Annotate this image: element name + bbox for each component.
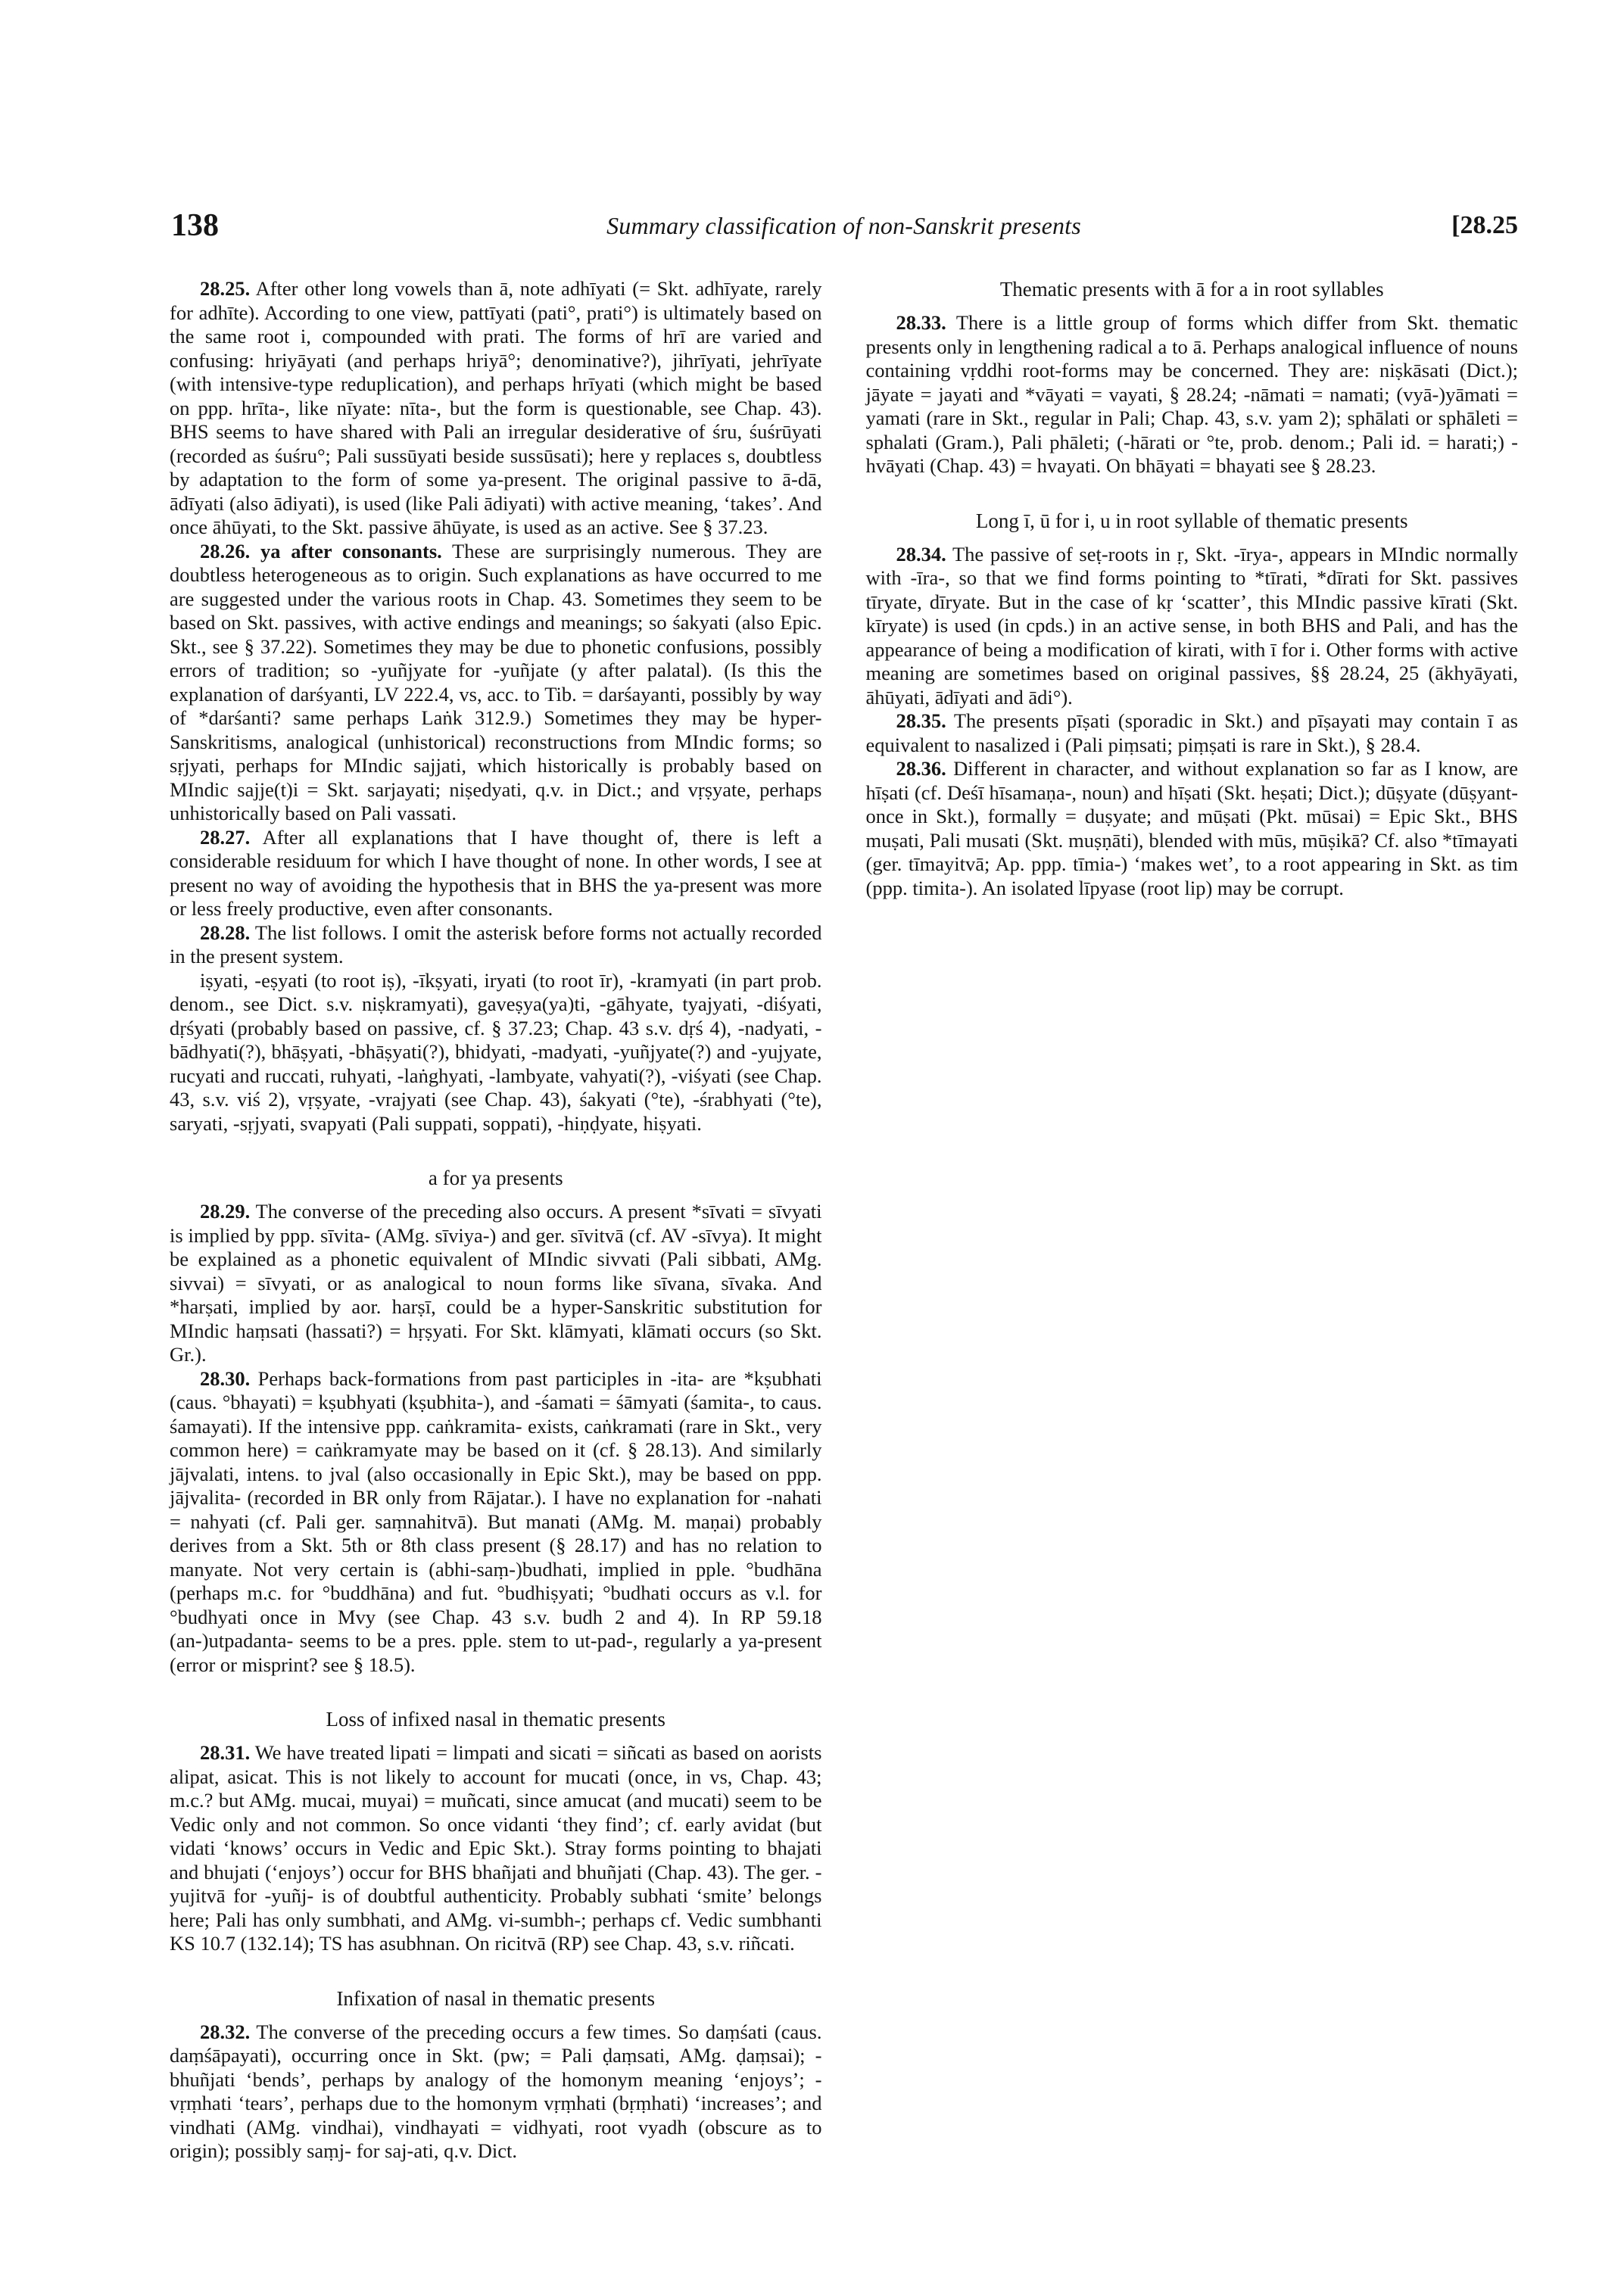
paragraph-number: 28.32.: [200, 2020, 251, 2043]
section-heading: Thematic presents with ā for a in root syllables: [999, 278, 1384, 301]
paragraph: [170, 1367, 822, 1678]
paragraph-text: There is a little group of forms which differ from Skt. thematic presents only in lengthening radical a to ā. Perhaps analogical influence of nouns containing vṛddhi root-forms may be concerned. They are: niṣkāsati (Dict.); jāyate = jayati and *vāyati = vayati, § 28.24; -nāmati = namati; (vyā-)yāmati = yamati (rare in Skt., regular in Pali; Chap. 43, s.v. yam 2); sphālati or sphāleti = sphalati (Gram.), Pali phāleti; (-hārati or °te, prob. denom.; Pali id. = harati;) -hvāyati (Chap. 43) = hvayati. On bhāyati = bhayati see § 28.23.: [865, 311, 1518, 477]
page-number: 138: [171, 208, 219, 243]
paragraph-text: We have treated lipati = limpati and sicati = siñcati as based on aorists alipat, asicat. This is not likely to account for mucati (once, in vs, Chap. 43; m.c.? but AMg. mucai, muyai) = muñcati, since amucat (and mucati) seem to be Vedic only and not common. So once vidanti ‘they find’; cf. early avidat (but vidati ‘knows’ occurs in Vedic and Epic Skt.). Stray forms pointing to bhajati and bhujati (‘enjoys’) occur for BHS bhañjati and bhuñjati (Chap. 43). The ger. -yujitvā for -yuñj- is of doubtful authenticity. Probably subhati ‘smite’ belongs here; Pali has only sumbhati, and AMg. vi-sumbh-; perhaps cf. Vedic sumbhanti KS 10.7 (132.14); TS has asubhnan. On ricitvā (RP) see Chap. 43, s.v. riñcati.: [170, 1741, 822, 1955]
section-heading: a for ya presents: [428, 1167, 563, 1189]
paragraph: [866, 311, 1519, 478]
paragraph-number: 28.29.: [200, 1200, 251, 1223]
paragraph-text: After all explanations that I have thought of, there is left a considerable residuum for which I have thought of none. In other words, I see at present no way of avoiding the hypothesis that in BHS the ya-present was more or less freely productive, even after consonants.: [170, 825, 822, 920]
section-heading: Loss of infixed nasal in thematic presents: [326, 1708, 665, 1731]
paragraph-text: These are surprisingly numerous. They are doubtless heterogeneous as to origin. Such explanations as have occurred to me are suggested under the various roots in Chap. 43. Sometimes they seem to be based on Skt. passives, with active endings and meanings; so śakyati (also Epic. Skt., see § 37.22). Sometimes they may be due to phonetic confusions, possibly errors of tradition; so -yuñjyate for -yuñjate (y after palatal). (Is this the explanation of darśyanti, LV 222.4, vs, acc. to Tib. = darśayanti, possibly by way of *darśanti? same perhaps Laṅk 312.9.) Sometimes they may be hyper-Sanskritisms, analogical (unhistorical) reconstructions from MIndic forms; so sṛjyati, perhaps for MIndic sajjati, which historically is probably based on MIndic sajje(t)i = Skt. sarjayati; niṣedyati, q.v. in Dict.; and vṛṣyate, perhaps unhistorically based on Pali vassati.: [170, 539, 822, 824]
paragraph-number: 28.34.: [896, 542, 946, 565]
paragraph-text: The passive of seṭ-roots in ṛ, Skt. -īrya-, appears in MIndic normally with -īra-, so that we find forms pointing to *tīrati, *dīrati for Skt. passives tīryate, dīryate. But in the case of kṛ ‘scatter’, this MIndic passive kīrati (Skt. kīryate) is used (in cpds.) in an active sense, in both BHS and Pali, and has the appearance of being a modification of kirati, with ī for i. Other forms with active meaning are sometimes based on original passives, §§ 28.24, 25 (ākhyāyati, āhūyati, ādīyati and ādi°).: [865, 542, 1518, 709]
paragraph-number: 28.25.: [200, 277, 251, 300]
paragraph-number: 28.28.: [200, 921, 251, 944]
running-head: [170, 209, 1518, 251]
paragraph: [866, 709, 1519, 757]
paragraph-text: Perhaps back-formations from past participles in -ita- are *kṣubhati (caus. °bhayati) = kṣubhyati (kṣubhita-), and -śamati = śāmyati (śamita-, to caus. śamayati). If the intensive ppp. caṅkramita- exists, caṅkramati (rare in Skt., very common here) = caṅkramyate may be based on it (cf. § 28.13). And similarly jājvalati, intens. to jval (also occasionally in Epic Skt.), may be based on ppp. jājvalita- (recorded in BR only from Rājatar.). I have no explanation for -nahati = nahyati (cf. Pali ger. saṃnahitvā). But manati (AMg. M. maṇai) probably derives from a Skt. 5th or 8th class present (§ 28.17) and has no relation to manyate. Not very certain is (abhi-saṃ-)budhati, implied in pple. °budhāna (perhaps m.c. for °buddhāna) and fut. °budhiṣyati; °budhati occurs as v.l. for °budhyati once in Mvy (see Chap. 43 s.v. budh 2 and 4). In RP 59.18 (an-)utpadanta- seems to be a pres. pple. stem to ut-pad-, regularly a ya-present (error or misprint? see § 18.5).: [170, 1366, 822, 1676]
paragraph-text: Different in character, and without explanation so far as I know, are hīṣati (cf. Deśī hīsamaṇa-, noun) and hīṣati (Skt. heṣati; Dict.); dūṣyate (dūṣyant- once in Skt.), formally = duṣyate; and mūṣati (Pkt. mūsai) = Epic Skt., BHS muṣati, Pali musati (Skt. muṣṇāti), blended with mūs, mūṣikā? Cf. also *tīmayati (ger. tīmayitvā; Ap. ppp. tīmia-) ‘makes wet’, to a root appearing in Skt. as tim (ppp. timita-). An isolated līpyase (root lip) may be corrupt.: [865, 757, 1518, 899]
paragraph-text: The converse of the preceding occurs a few times. So daṃśati (caus. daṃśāpayati), occurring once in Skt. (pw; = Pali ḍaṃsati, AMg. ḍaṃsai); -bhuñjati ‘bends’, perhaps by analogy of the homonym meaning ‘enjoys’; -vṛṃhati ‘tears’, perhaps due to the homonym vṛṃhati (bṛṃhati) ‘increases’; and vindhati (AMg. vindhai), vindhayati = vidhyati, root vyadh (obscure as to origin); possibly saṃj- for saj-ati, q.v. Dict.: [170, 2020, 822, 2162]
paragraph-number: 28.35.: [896, 709, 946, 732]
paragraph-text: After other long vowels than ā, note adhīyati (= Skt. adhīyate, rarely for adhīte). According to one view, pattīyati (pati°, prati°) is ultimately based on the same root i, compounded with prati. The forms of hrī are varied and confusing: hriyāyati (and perhaps hriyā°; denominative?), jihrīyati, jehrīyate (with intensive-type reduplication), and perhaps hrīyati (which might be based on ppp. hrīta-, like nīyate: nīta-, but the form is questionable, see Chap. 43). BHS seems to have shared with Pali an irregular desiderative of śru, śuśrūyati (recorded as śuśru°; Pali sussūyati beside sussūsati); here y replaces s, doubtless by adaptation to the form of some ya-present. The original passive to ā-dā, ādīyati (also ādiyati), is used (like Pali ādiyati) with active meaning, ‘takes’. And once āhūyati, to the Skt. passive āhūyate, is used as an active. See § 37.23.: [170, 277, 822, 538]
paragraph-text: iṣyati, -eṣyati (to root iṣ), -īkṣyati, iryati (to root īr), -kramyati (in part prob. denom., see Dict. s.v. niṣkramyati), gaveṣya(ya)ti, -gāhyate, tyajyati, -diśyati, dṛśyati (probably based on passive, cf. § 37.23; Chap. 43 s.v. dṛś 4), -nadyati, -bādhyati(?), bhāṣyati, -bhāṣyati(?), bhidyati, -madyati, -yuñjyate(?) and -yujyate, rucyati and ruccati, ruhyati, -laṅghyati, -lambyate, vahyati(?), -viśyati (see Chap. 43, s.v. viś 2), vṛṣyate, -vrajyati (see Chap. 43), śakyati (°te), -śrabhyati (°te), saryati, -sṛjyati, svapyati (Pali suppati, soppati), -hiṇḍyate, hiṣyati.: [170, 968, 822, 1135]
paragraph-number: 28.33.: [896, 311, 946, 334]
paragraph-text: The presents pīṣati (sporadic in Skt.) and pīṣayati may contain ī as equivalent to nasalized i (Pali piṃsati; piṃṣati is rare in Skt.), § 28.4.: [865, 709, 1518, 756]
paragraph: [170, 540, 822, 826]
paragraph-text: The list follows. I omit the asterisk before forms not actually recorded in the present system.: [170, 921, 822, 967]
paragraph-number: 28.36.: [896, 757, 946, 780]
paragraph-number: 28.31.: [200, 1741, 251, 1764]
paragraph: [866, 543, 1519, 710]
paragraph: [170, 1200, 822, 1367]
paragraph: [170, 969, 822, 1136]
paragraph: [170, 2020, 822, 2164]
section-heading: Infixation of nasal in thematic presents: [336, 1986, 656, 2010]
paragraph: [170, 277, 822, 540]
paragraph-number: 28.27.: [200, 825, 251, 849]
paragraph: [170, 1741, 822, 1956]
paragraph: [170, 826, 822, 921]
paragraph-number: 28.26. ya after consonants.: [200, 539, 442, 562]
paragraph-text: The converse of the preceding also occurs. A present *sīvati = sīvyati is implied by ppp. sīvita- (AMg. sīviya-) and ger. sīvitvā (cf. AV -sīvya). It might be explained as a phonetic equivalent of MIndic sivvati (Pali sibbati, AMg. sivvai) = sīvyati, or as analogical to noun forms like sīvana, sīvaka. And *harṣati, implied by aor. harṣī, could be a hyper-Sanskritic substitution for MIndic haṃsati (hassati?) = hṛṣyati. For Skt. klāmyati, klāmati occurs (so Skt. Gr.).: [170, 1200, 822, 1366]
body-columns: [170, 277, 1518, 2268]
paragraph-number: 28.30.: [200, 1366, 251, 1390]
running-title: Summary classification of non-Sanskrit presents: [606, 212, 1081, 239]
paragraph: [866, 757, 1519, 900]
paragraph: [170, 921, 822, 969]
section-marker: [28.25: [1451, 211, 1518, 239]
section-heading: Long ī, ū for i, u in root syllable of thematic presents: [975, 509, 1408, 532]
